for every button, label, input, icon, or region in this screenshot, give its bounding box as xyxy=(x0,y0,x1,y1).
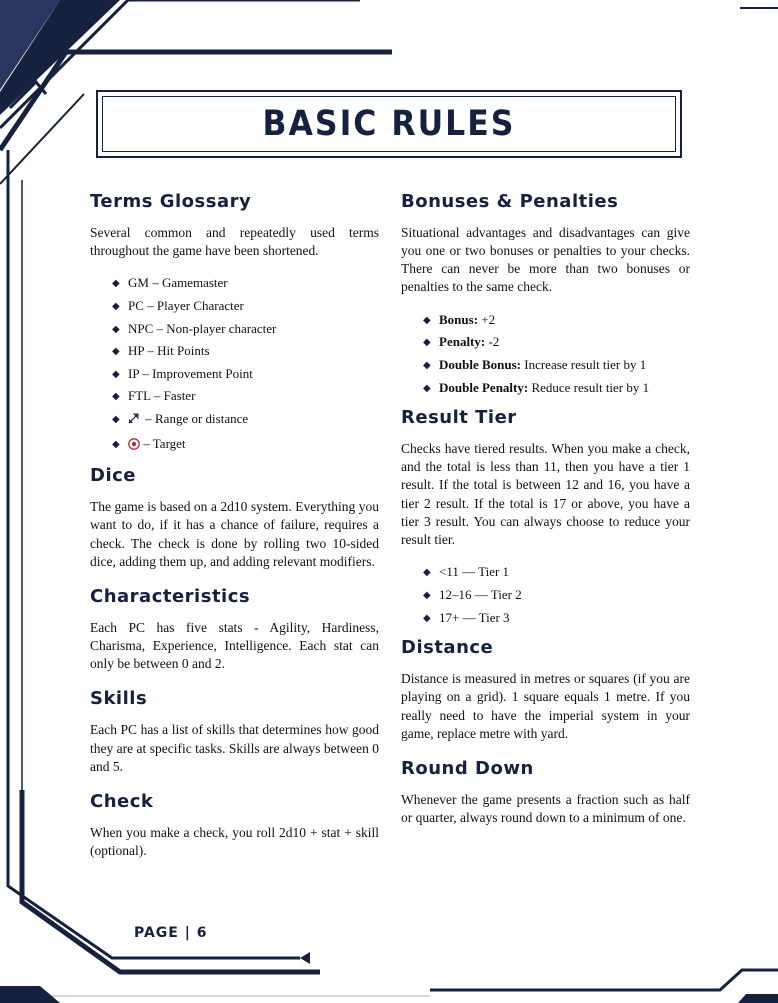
list-item-value: Reduce result tier by 1 xyxy=(528,379,650,395)
page-footer: PAGE | 6 xyxy=(134,925,208,941)
list-item xyxy=(112,367,379,381)
list-item-label: Penalty: xyxy=(439,334,486,350)
diamond-bullet-icon: ◆ xyxy=(423,359,431,371)
skills-body: Each PC has a list of skills that determines how good they are at specific tasks. Skills are always between 0 and 5. xyxy=(90,722,379,774)
list-item-label: NPC – Non-player character xyxy=(128,320,277,336)
content-columns xyxy=(90,192,690,876)
decorative-frame-bottom-right xyxy=(430,960,778,1003)
list-item-value: +2 xyxy=(478,311,496,327)
diamond-bullet-icon: ◆ xyxy=(423,612,431,624)
diamond-bullet-icon: ◆ xyxy=(112,414,120,426)
ruler-icon xyxy=(128,413,142,428)
check-body: When you make a check, you roll 2d10 + stat + skill (optional). xyxy=(90,824,379,858)
bonuses-penalties-body: Situational advantages and disadvantages can give you one or two bonuses or penalties to your checks. There can never be more than two bonuses or penalties to the same check. xyxy=(401,224,690,295)
list-item xyxy=(423,381,690,395)
section-heading-round-down: Round Down xyxy=(401,757,534,779)
decorative-edge-left xyxy=(0,150,60,850)
section-heading-characteristics: Characteristics xyxy=(90,586,251,608)
diamond-bullet-icon: ◆ xyxy=(112,278,120,290)
diamond-bullet-icon: ◆ xyxy=(423,567,431,579)
list-item xyxy=(112,389,379,403)
list-item-label: Double Penalty: xyxy=(439,379,529,395)
dice-body: The game is based on a 2d10 system. Everything you want to do, if it has a chance of failure, requires a check. The check is done by rolling two 10-sided dice, adding them up, and adding relevant modifiers. xyxy=(90,499,379,569)
target-icon xyxy=(128,438,140,453)
diamond-bullet-icon: ◆ xyxy=(112,346,120,358)
section-heading-skills: Skills xyxy=(90,688,148,710)
result-tier-body: Checks have tiered results. When you make a check, and the total is less than 11, then you have a tier 1 result. If the total is between 12 and 16, you have a tier 2 result. If the total is 17 or above, you have a tier 3 result. You can always choose to reduce your result tier. xyxy=(401,441,690,548)
list-item-label: 12–16 — Tier 2 xyxy=(439,586,522,602)
terms-glossary-list xyxy=(90,276,379,452)
page-title-frame xyxy=(96,90,682,158)
list-item xyxy=(423,611,690,625)
terms-glossary-intro: Several common and repeatedly used terms throughout the game have been shortened. xyxy=(90,224,379,259)
list-item-label: GM – Gamemaster xyxy=(128,275,228,291)
list-item-label: HP – Hit Points xyxy=(128,343,210,359)
section-heading-bonuses-penalties: Bonuses & Penalties xyxy=(401,191,619,212)
list-item xyxy=(112,322,379,336)
list-item-label: Double Bonus: xyxy=(439,356,521,372)
distance-body: Distance is measured in metres or squares (if you are playing on a grid). 1 square equals 1 metre. If you really need to have the imperial system in your game, replace metre with yard. xyxy=(401,671,690,741)
list-item xyxy=(423,358,690,372)
list-item xyxy=(112,412,379,428)
diamond-bullet-icon: ◆ xyxy=(423,314,431,326)
list-item xyxy=(112,344,379,358)
characteristics-body: Each PC has five stats - Agility, Hardiness, Charisma, Experience, Intelligence. Each stat can only be between 0 and 2. xyxy=(90,619,379,672)
list-item xyxy=(423,588,690,602)
diamond-bullet-icon: ◆ xyxy=(112,368,120,380)
diamond-bullet-icon: ◆ xyxy=(423,589,431,601)
diamond-bullet-icon: ◆ xyxy=(112,391,120,403)
diamond-bullet-icon: ◆ xyxy=(112,323,120,335)
list-item-label: IP – Improvement Point xyxy=(128,365,253,381)
list-item xyxy=(423,335,690,349)
list-item xyxy=(112,276,379,290)
right-column xyxy=(401,192,690,876)
decorative-edge-right xyxy=(700,0,778,120)
page-title: BASIC RULES xyxy=(262,104,516,144)
list-item-label: PC – Player Character xyxy=(128,297,244,313)
result-tier-list xyxy=(401,565,690,624)
diamond-bullet-icon: ◆ xyxy=(423,337,431,349)
list-item-value: -2 xyxy=(485,334,500,350)
section-heading-result-tier: Result Tier xyxy=(401,407,517,429)
diamond-bullet-icon: ◆ xyxy=(112,438,120,450)
list-item xyxy=(423,313,690,327)
section-heading-distance: Distance xyxy=(401,637,494,659)
list-item xyxy=(423,565,690,579)
list-item-label: – Range or distance xyxy=(145,411,249,427)
list-item xyxy=(112,299,379,313)
list-item-label: 17+ — Tier 3 xyxy=(439,609,510,625)
list-item-label: – Target xyxy=(143,435,186,451)
round-down-body: Whenever the game presents a fraction such as half or quarter, always round down to a minimum of one. xyxy=(401,791,690,825)
section-heading-dice: Dice xyxy=(90,465,136,487)
left-column xyxy=(90,192,379,876)
list-item-label: FTL – Faster xyxy=(128,388,196,404)
section-heading-check: Check xyxy=(90,790,154,812)
list-item xyxy=(112,437,379,453)
list-item-value: Increase result tier by 1 xyxy=(521,356,647,372)
diamond-bullet-icon: ◆ xyxy=(112,300,120,312)
bonuses-penalties-list xyxy=(401,313,690,395)
diamond-bullet-icon: ◆ xyxy=(423,382,431,394)
list-item-label: Bonus: xyxy=(439,311,479,327)
section-heading-terms-glossary: Terms Glossary xyxy=(90,191,252,212)
list-item-label: <11 — Tier 1 xyxy=(439,564,510,580)
